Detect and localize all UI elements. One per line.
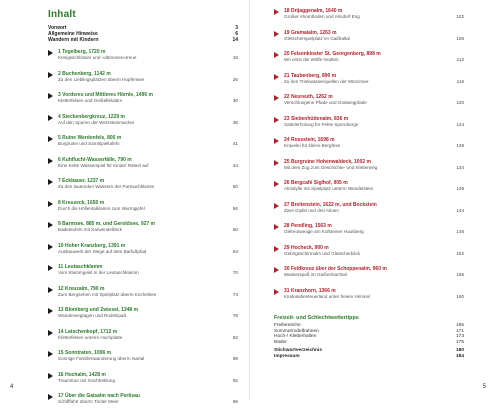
tour-subtitle: Burgruine und Samtspieltafeln — [58, 141, 120, 146]
tour-marker-icon — [274, 138, 279, 144]
tour-subtitle: Verschlungene Pfade und Gratwegpfade — [284, 100, 367, 105]
tour-marker-icon — [274, 52, 279, 58]
tour-name: Kreuzeck, 1650 m — [62, 199, 105, 206]
tour-number: 28 — [284, 223, 290, 229]
tour-name: Buchenberg, 1142 m — [62, 70, 111, 77]
tour-name: Pendling, 1563 m — [290, 223, 332, 229]
tour-name: Drijaggenalm, 1640 m — [290, 8, 343, 14]
tour-marker-icon — [48, 201, 53, 207]
tour-subtitle: Zu den Trinkwasserquellen der Münchner — [284, 78, 369, 84]
tour-marker-icon — [274, 289, 279, 295]
tips-section-title: Freizeit- und Schlechtwettertipps — [274, 315, 359, 321]
tips-item-label: Bäder — [274, 339, 287, 345]
tour-heading — [58, 329, 117, 335]
tour-marker-icon — [274, 203, 279, 209]
tour-page-number: 134 — [456, 164, 464, 170]
tour-marker-icon — [48, 158, 53, 164]
tour-marker-icon — [48, 351, 53, 357]
tour-heading — [58, 372, 106, 378]
tour-page-number: 64 — [232, 248, 238, 254]
tour-subtitle: Vom Klammgeist in der Leutaschklamm — [58, 270, 139, 275]
tour-marker-icon — [48, 373, 53, 379]
tour-marker-icon — [48, 308, 53, 314]
tour-marker-icon — [48, 265, 53, 271]
tour-entry[interactable] — [48, 329, 238, 351]
tour-marker-icon — [274, 246, 279, 252]
front-matter-page: 6 — [235, 31, 238, 37]
tour-marker-icon — [48, 50, 53, 56]
tour-entry[interactable] — [274, 116, 464, 138]
tour-entry[interactable] — [48, 200, 238, 222]
tour-heading — [284, 159, 371, 165]
tips-item-label: Hoch-/ Kletterhalten — [274, 334, 317, 340]
tour-subtitle: Zwei Gipfel und drei Almen — [284, 207, 339, 213]
front-matter-label: Allgemeine Hinweise — [48, 31, 98, 37]
tour-entry[interactable] — [274, 94, 464, 116]
tour-subtitle: Ausbauwerk der Stege auf dem Barfußpfad — [58, 248, 147, 254]
tour-entry[interactable] — [274, 266, 464, 288]
tour-name: Blomberg und Zwiesel, 1348 m — [64, 307, 139, 313]
tour-subtitle: Traumtour mit Gachtreklung — [58, 377, 116, 383]
tour-marker-icon — [274, 117, 279, 123]
tour-number: 11 — [58, 264, 64, 270]
front-matter-label: Wandern mit Kindern — [48, 37, 99, 43]
tips-list — [274, 323, 464, 345]
tour-subtitle: Eine Kette Wasserspiel für Kinder Rätsel auf — [58, 162, 149, 168]
tour-entry[interactable] — [274, 51, 464, 73]
tour-marker-icon — [48, 330, 53, 336]
tour-subtitle: Wo einst die Wölfe heulten — [284, 57, 339, 62]
tour-name: Breitenstein, 1622 m, und Bockstein — [290, 201, 377, 208]
tour-number: 1 — [58, 49, 61, 55]
tour-name: Hoher Kranzberg, 1391 m — [64, 242, 126, 249]
tour-page-number: 116 — [456, 78, 464, 84]
tour-page-number: 96 — [232, 399, 238, 404]
tour-marker-icon — [48, 179, 53, 185]
tour-entry[interactable] — [48, 286, 238, 308]
tour-entry[interactable] — [48, 135, 238, 157]
tour-number: 3 — [58, 92, 61, 98]
tour-entry[interactable] — [274, 202, 464, 224]
tour-subtitle: Kindesabenteuerland unter freiem Himmel — [284, 293, 371, 299]
tour-subtitle: Kletterfelsen unterm Hochplatte — [58, 334, 123, 340]
front-matter-list — [48, 26, 238, 44]
tour-marker-icon — [48, 222, 53, 228]
tour-number: 9 — [58, 221, 61, 227]
tour-number: 19 — [284, 29, 290, 36]
tour-subtitle: Almidylle mit Spielplatz unterm Wendelstein — [284, 186, 374, 191]
tour-heading — [284, 288, 336, 294]
tour-subtitle: Gebirgsschirmalm und Gletscherblick — [284, 250, 361, 256]
tour-number: 4 — [58, 113, 61, 120]
tour-number: 8 — [58, 199, 61, 206]
tour-heading — [284, 73, 336, 79]
right-page-toc — [274, 8, 464, 360]
tour-subtitle: Großer Ahornboden und Almdorf Eng — [284, 14, 360, 19]
tour-number: 25 — [284, 158, 290, 165]
tour-page-number: 92 — [232, 377, 238, 383]
page-number-right: 5 — [482, 384, 486, 390]
toc-title: Inhalt — [48, 9, 76, 20]
tour-name: Steckenbergkreuz, 1229 m — [62, 113, 125, 120]
tour-name: Vorderes und Mittleres Hörnle, 1496 m — [62, 92, 153, 98]
tour-subtitle: Wanderwegtagen und Rodelspaß — [58, 313, 127, 318]
tour-number: 5 — [58, 135, 61, 141]
tour-entry[interactable] — [48, 393, 238, 415]
tour-number: 12 — [58, 285, 64, 292]
tour-page-number: 50 — [232, 184, 238, 189]
tour-name: Leutaschklamm — [64, 264, 103, 270]
tour-number: 30 — [284, 266, 290, 272]
tour-entry[interactable] — [48, 114, 238, 136]
tour-subtitle: Wasserspaß im Gießenbachtal — [284, 272, 347, 277]
tour-entry[interactable] — [274, 159, 464, 181]
tour-name: Barmsee, 885 m, und Geroldsee, 927 m — [62, 221, 155, 227]
tour-entry[interactable] — [274, 8, 464, 30]
tour-number: 10 — [58, 242, 64, 249]
tour-name: Taubenberg, 890 m — [290, 72, 337, 79]
tour-entry[interactable] — [48, 178, 238, 200]
tour-entry[interactable] — [274, 288, 464, 310]
tour-marker-icon — [274, 181, 279, 187]
tour-subtitle: Mit dem Zug zum Geschichte- und Kletterweg — [284, 164, 378, 170]
front-matter-label: Vorwort — [48, 25, 67, 31]
tour-page-number: 152 — [456, 250, 464, 256]
tour-entry[interactable] — [274, 30, 464, 52]
tour-marker-icon — [48, 136, 53, 142]
back-matter-item[interactable] — [274, 354, 464, 360]
tour-entry[interactable] — [274, 73, 464, 95]
back-matter-list — [274, 348, 464, 359]
tour-number: 29 — [284, 244, 290, 251]
tour-heading — [58, 157, 132, 163]
tour-subtitle: Kraxelei für kleine Bergfexe — [284, 143, 341, 148]
tour-entry[interactable] — [274, 137, 464, 159]
tour-marker-icon — [48, 93, 53, 99]
tour-number: 16 — [58, 371, 64, 378]
tour-page-number: 70 — [232, 270, 238, 275]
tips-item-page: 171 — [455, 328, 464, 334]
tour-page-number: 106 — [456, 35, 464, 41]
tour-name: Ruine Werdenfels, 800 m — [62, 135, 122, 141]
tour-number: 14 — [58, 328, 64, 335]
tour-number: 26 — [284, 180, 290, 186]
tour-name: Tegelberg, 1720 m — [62, 49, 106, 55]
tour-marker-icon — [48, 394, 53, 400]
tour-name: Sonntraten, 1096 m — [64, 350, 112, 356]
tour-number: 18 — [284, 8, 290, 14]
tour-subtitle: Zu den lauernden Wassern der Partnachklamm — [58, 184, 155, 189]
tour-subtitle: Auf den Spuren der Wetzsteinmacher — [58, 119, 135, 125]
back-matter-label: Stichwortverzeichnis — [274, 348, 322, 354]
tour-entry[interactable] — [48, 372, 238, 394]
tour-subtitle: Kletterfelsen und Geißelfeldalm — [58, 98, 123, 103]
tour-subtitle: Sattelerholung für Fehle Spornbergs — [284, 121, 359, 127]
tour-marker-icon — [48, 72, 53, 78]
tour-heading — [284, 202, 377, 208]
tour-heading — [284, 116, 348, 122]
tour-subtitle: Gefreutweage am Kufsteiner Hausberg — [284, 229, 364, 234]
tour-entry[interactable] — [274, 223, 464, 245]
tour-page-number: 74 — [232, 291, 238, 297]
page-number-left: 4 — [10, 384, 14, 390]
tour-page-number: 16 — [232, 55, 238, 60]
tour-name: Felsenkloster St. Georgenberg, 898 m — [290, 51, 381, 57]
tour-heading — [284, 245, 329, 251]
tour-name: Gramaialm, 1263 m — [290, 29, 337, 36]
tour-name: Über die Gaisalm nach Pertisau — [64, 393, 140, 399]
tour-marker-icon — [274, 160, 279, 166]
back-matter-label: Impressum — [274, 353, 300, 359]
tour-name: Hochalm, 1428 m — [64, 371, 106, 378]
tour-page-number: 30 — [232, 98, 238, 103]
tour-page-number: 82 — [232, 334, 238, 340]
tour-number: 21 — [284, 72, 290, 79]
tour-number: 27 — [284, 201, 290, 208]
tour-name: Kuhflucht-Wasserfälle, 790 m — [62, 156, 132, 163]
tour-heading — [58, 71, 111, 77]
tour-subtitle: Durch die Höllentalklamm zum Wurmgipfel — [58, 205, 145, 211]
front-matter-page: 14 — [232, 37, 238, 43]
tour-heading — [284, 30, 337, 36]
tour-marker-icon — [274, 267, 279, 273]
tour-page-number: 160 — [456, 293, 464, 299]
tour-heading — [58, 286, 104, 292]
tour-name: Neureuth, 1262 m — [290, 94, 333, 100]
tips-item-page: 165 — [455, 323, 464, 328]
tour-entry[interactable] — [48, 264, 238, 286]
tour-number: 23 — [284, 115, 290, 122]
tour-name: Rossstein, 1698 m — [290, 137, 335, 143]
tips-item-page: 173 — [455, 334, 464, 340]
tour-heading — [58, 200, 104, 206]
tour-name: Kranzhorn, 1366 m — [290, 287, 336, 294]
tour-marker-icon — [48, 115, 53, 121]
tour-subtitle: Gletscherspielplatz im Gaißtaltal — [284, 35, 350, 41]
tour-entry[interactable] — [48, 243, 238, 265]
tour-page-number: 102 — [456, 14, 464, 19]
back-matter-page: 180 — [455, 348, 464, 354]
tour-subtitle: Zu den Lieblingsplätzen überm Hopfensee — [58, 76, 145, 82]
tour-number: 7 — [58, 178, 61, 184]
tour-entry[interactable] — [48, 92, 238, 114]
tour-entry[interactable] — [48, 221, 238, 243]
tour-page-number: 129 — [456, 143, 464, 148]
tour-marker-icon — [48, 244, 53, 250]
tour-page-number: 124 — [456, 121, 464, 127]
tour-subtitle: Badeteufeln mit Karwendelblick — [58, 227, 123, 232]
back-matter-page: 184 — [455, 353, 464, 359]
tour-number: 2 — [58, 70, 61, 77]
tour-page-number: 41 — [232, 141, 238, 146]
tour-name: Siebenhüttenalm, 836 m — [290, 115, 349, 122]
tour-name: Eckbauer, 1237 m — [62, 178, 105, 184]
tour-number: 6 — [58, 156, 61, 163]
tour-name: Latschenkopf, 1712 m — [64, 328, 118, 335]
tour-name: Burgruine Hohenwaldeck, 1002 m — [290, 158, 371, 165]
tour-number: 22 — [284, 94, 290, 100]
tour-marker-icon — [274, 9, 279, 15]
tour-entry[interactable] — [274, 245, 464, 267]
tour-page-number: 139 — [456, 186, 464, 191]
tour-page-number: 78 — [232, 313, 238, 318]
tour-page-number: 112 — [456, 57, 464, 62]
tips-item-page: 175 — [455, 339, 464, 345]
tour-entry[interactable] — [48, 71, 238, 93]
tour-page-number: 36 — [232, 119, 238, 125]
tour-list-left — [48, 49, 238, 415]
tour-marker-icon — [274, 31, 279, 37]
tour-page-number: 60 — [232, 227, 238, 232]
left-page-toc — [48, 8, 238, 415]
tour-marker-icon — [48, 287, 53, 293]
tour-page-number: 26 — [232, 76, 238, 82]
tour-entry[interactable] — [274, 180, 464, 202]
tour-entry[interactable] — [48, 157, 238, 179]
tour-subtitle: Sonnige Familienwanderung überm Isartal — [58, 356, 145, 361]
tour-heading — [58, 114, 125, 120]
tour-subtitle: Königsschlösser und »dämonen«treue — [58, 55, 137, 60]
tour-name: Kreuzalm, 790 m — [64, 285, 105, 292]
tour-page-number: 156 — [456, 272, 464, 277]
tour-marker-icon — [274, 224, 279, 230]
tour-name: Feldkreuz über der Schoppenalm, 960 m — [290, 266, 387, 272]
page-gutter — [249, 0, 250, 400]
tour-marker-icon — [274, 95, 279, 101]
tour-number: 13 — [58, 307, 64, 313]
front-matter-item[interactable] — [48, 38, 238, 44]
tour-page-number: 88 — [232, 356, 238, 361]
tour-heading — [58, 243, 125, 249]
tour-page-number: 56 — [232, 205, 238, 211]
tour-page-number: 148 — [456, 229, 464, 234]
tour-list-right — [274, 8, 464, 309]
tour-number: 17 — [58, 393, 64, 399]
tour-subtitle: Zum Bergsehen mit Spielplatz überm Kochelsee — [58, 291, 157, 297]
tips-item-label: Sommerrodelbahnen — [274, 328, 319, 334]
tour-page-number: 144 — [456, 207, 464, 213]
tour-page-number: 120 — [456, 100, 464, 105]
tour-number: 15 — [58, 350, 64, 356]
tour-page-number: 44 — [232, 162, 238, 168]
tour-entry[interactable] — [48, 350, 238, 372]
front-matter-page: 3 — [235, 25, 238, 31]
tour-number: 24 — [284, 137, 290, 143]
tour-entry[interactable] — [48, 307, 238, 329]
tour-number: 31 — [284, 287, 290, 294]
tips-item-label: Freibereiche — [274, 323, 301, 328]
tour-number: 20 — [284, 51, 290, 57]
tour-name: Bergcafé Siglhof, 905 m — [290, 180, 348, 186]
tour-name: Hocheck, 900 m — [290, 244, 329, 251]
tour-entry[interactable] — [48, 49, 238, 71]
tour-marker-icon — [274, 74, 279, 80]
tour-subtitle: Schifffahrt überm Tiroler Meer — [58, 399, 119, 404]
